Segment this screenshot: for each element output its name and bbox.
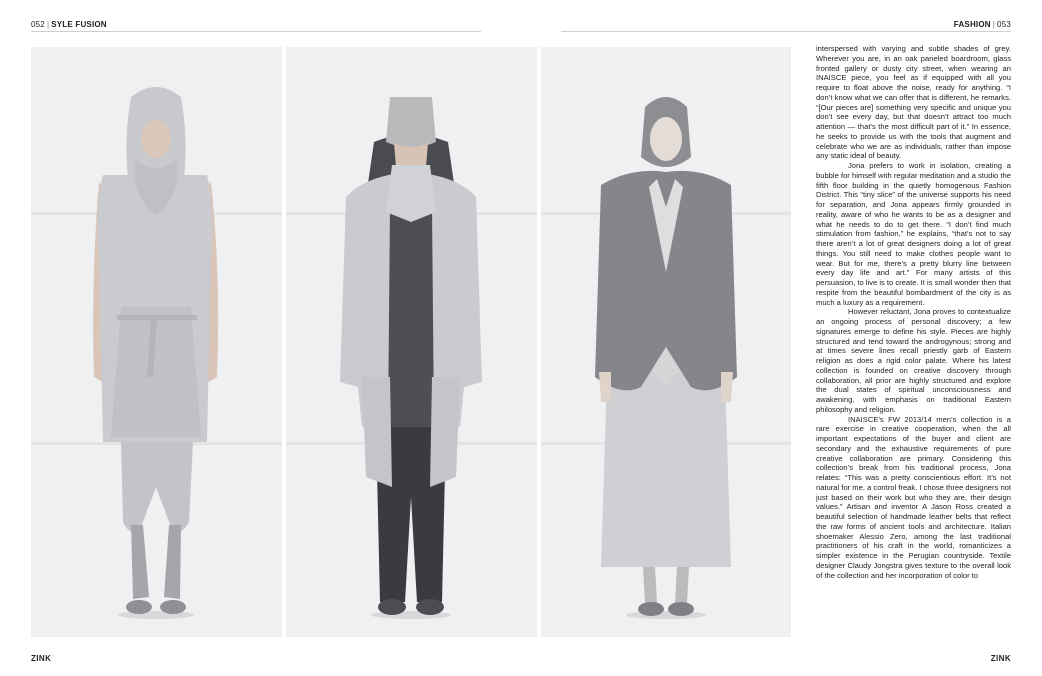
header-separator: | — [46, 20, 50, 29]
footer-logo-left: ZINK — [31, 654, 52, 663]
left-header-rule — [31, 31, 481, 32]
header-separator: | — [992, 20, 996, 29]
photo-model-long-coat — [286, 47, 537, 637]
left-section-title: SYLE FUSION — [51, 20, 107, 29]
right-header-rule — [561, 31, 1011, 32]
model-long-coat-illustration — [286, 47, 537, 637]
model-hooded-tunic-illustration — [31, 47, 282, 637]
left-page-number: 052 — [31, 20, 45, 29]
footer-logo-right: ZINK — [990, 654, 1011, 663]
photo-model-grey-blazer — [541, 47, 791, 637]
left-page-header — [31, 20, 107, 29]
article-paragraph-3: However reluctant, Jona proves to contextualize an ongoing process of personal discovery; a few signatures emerge to define his style. Pieces are highly structured and tend toward the androgynous; strong and at times severe lines recall priestly garb of Eastern religion as does a rigid color palate. Where his latest collection is founded on creative discovery through collaboration, all prior are highly structured and explore the dual states of spiritual unconsciousness and awakening, with emphasis on traditional Eastern philosophy and religion. — [816, 307, 1011, 414]
article-paragraph-4: INAISCE’s FW 2013/14 men’s collection is a rare exercise in creative cooperation, when the all important expectations of the buyer and client are secondary and the exhaustive requirements of pure creative collaboration are primary. Considering this collection’s break from his traditional process, Jona relates: “This was a pretty conscientious effort. It’s not natural for me, a control freak. I chose three designers not just based on their work but who they are, their design values.” Artisan and inventor A Jason Ross created a beautiful selection of handmade leather belts that reflect the raw forms of ancient tools and architecture. Italian shoemaker Alessio Zero, among the last traditional practitioners of his craft in the world, romanticizes a simpler existence in the Perugian countryside. Textile designer Claudy Jongstra gives texture to the overall look of the collection and her incorporation of color to — [816, 414, 1011, 580]
article-body — [816, 44, 1011, 636]
right-section-title: FASHION — [953, 20, 991, 29]
model-grey-blazer-illustration — [541, 47, 791, 637]
right-page-number: 053 — [997, 20, 1011, 29]
article-paragraph-2: Jona prefers to work in isolation, creating a bubble for himself with regular meditation and a studio the fifth floor building in the quietly homogenous Fashion District. This “tiny slice” of the universe supports his need for separation, and Jona appears firmly grounded in reality, aware of who he wants to be as a designer and what he needs to do to get there. “I don’t find much stimulation from fashion,” he explains, “that’s not to say there aren’t a lot of great designers doing a lot of great things. You still need to make clothes people want to wear. But for me, there’s a pretty blurry line between every day life and art.” For many artists of this persuasion, to live is to create. It is small wonder then that respite from the beautiful bombardment of the city is as much a luxury as a requirement. — [816, 161, 1011, 307]
right-page-header — [954, 20, 1011, 29]
photo-model-hooded-tunic — [31, 47, 282, 637]
article-paragraph-1: interspersed with varying and subtle shades of grey. Wherever you are, in an oak paneled boardroom, glass fronted gallery or dusty city street, when wearing an INAISCE piece, you feel as if equipped with all you require to float above the noise, ready for anything. “I don’t know what we can offer that is different, he remarks. “[Our pieces are] something very specific and unique you don’t see every day, but that doesn’t attract too much attention — that’s the most difficult part of it.” In essence, he seeks to provide us with the tools that augment and celebrate who we are as individuals, rather than impose any static ideal of beauty. — [816, 44, 1011, 161]
